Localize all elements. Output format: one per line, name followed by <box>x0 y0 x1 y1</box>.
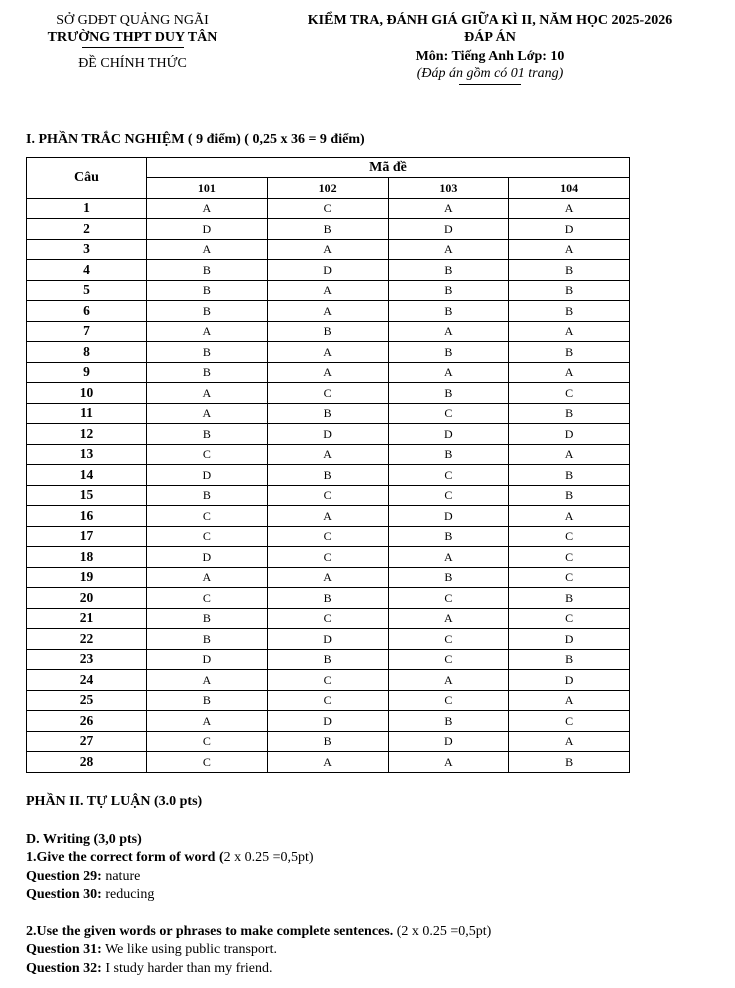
answer-cell: B <box>267 588 388 609</box>
answer-cell: B <box>509 588 630 609</box>
answer-cell: B <box>147 424 268 445</box>
answer-cell: D <box>147 649 268 670</box>
department-name: SỞ GDĐT QUẢNG NGÃI <box>56 13 209 28</box>
answer-cell: A <box>147 403 268 424</box>
table-row <box>27 731 630 752</box>
answer-cell: B <box>388 444 509 465</box>
question-number: 26 <box>27 711 147 732</box>
part2-heading-line <box>26 923 491 941</box>
answer-cell: B <box>509 342 630 363</box>
header-right <box>270 12 710 85</box>
table-row <box>27 649 630 670</box>
answer-cell: B <box>267 649 388 670</box>
table-row <box>27 198 630 219</box>
writing-title: D. Writing (3,0 pts) <box>26 832 142 847</box>
question-31-answer: We like using public transport. <box>101 942 277 957</box>
question-29-answer: nature <box>101 869 141 884</box>
answer-cell: B <box>388 711 509 732</box>
exam-title: KIỂM TRA, ĐÁNH GIÁ GIỮA KÌ II, NĂM HỌC 2025-2026 <box>307 13 673 28</box>
answer-cell: A <box>147 711 268 732</box>
answer-cell: B <box>267 219 388 240</box>
question-number: 25 <box>27 690 147 711</box>
answer-cell: B <box>147 629 268 650</box>
answer-cell: A <box>509 690 630 711</box>
answer-cell: C <box>147 506 268 527</box>
question-number: 7 <box>27 321 147 342</box>
answer-cell: B <box>267 403 388 424</box>
answer-cell: B <box>388 342 509 363</box>
answer-cell: C <box>388 403 509 424</box>
table-row <box>27 403 630 424</box>
answer-cell: C <box>147 752 268 773</box>
answer-cell: C <box>388 690 509 711</box>
question-number: 10 <box>27 383 147 404</box>
answer-cell: A <box>509 362 630 383</box>
table-row <box>27 239 630 260</box>
question-30-label: Question 30: <box>26 887 102 902</box>
answer-cell: B <box>147 690 268 711</box>
answer-cell: D <box>509 670 630 691</box>
question-number: 24 <box>27 670 147 691</box>
answer-cell: B <box>509 752 630 773</box>
answer-cell: A <box>388 362 509 383</box>
answer-cell: D <box>267 260 388 281</box>
question-number: 5 <box>27 280 147 301</box>
answer-cell: A <box>388 321 509 342</box>
answer-cell: D <box>147 547 268 568</box>
answer-cell: A <box>388 752 509 773</box>
answer-cell: A <box>509 731 630 752</box>
answer-cell: C <box>147 731 268 752</box>
answer-cell: B <box>509 465 630 486</box>
question-number: 1 <box>27 198 147 219</box>
subject-grade: Môn: Tiếng Anh Lớp: 10 <box>415 49 565 64</box>
answer-cell: D <box>267 424 388 445</box>
answer-cell: A <box>267 362 388 383</box>
question-30-line <box>26 886 154 904</box>
question-number: 9 <box>27 362 147 383</box>
answer-cell: D <box>147 465 268 486</box>
answer-cell: D <box>388 506 509 527</box>
question-32-label: Question 32: <box>26 961 102 976</box>
answer-cell: D <box>147 219 268 240</box>
table-row <box>27 506 630 527</box>
answer-cell: C <box>147 588 268 609</box>
answer-table-body <box>27 198 630 772</box>
answer-table <box>26 157 630 773</box>
answer-cell: D <box>388 731 509 752</box>
table-row <box>27 280 630 301</box>
table-row <box>27 444 630 465</box>
answer-cell: A <box>147 321 268 342</box>
answer-cell: A <box>267 301 388 322</box>
answer-cell: D <box>388 424 509 445</box>
table-row <box>27 485 630 506</box>
answer-cell: B <box>388 567 509 588</box>
answer-cell: B <box>509 260 630 281</box>
part2-heading: 2.Use the given words or phrases to make complete sentences. <box>26 924 394 939</box>
answer-cell: B <box>267 731 388 752</box>
part1-heading: 1.Give the correct form of word ( <box>26 850 224 865</box>
question-number: 4 <box>27 260 147 281</box>
answer-cell: C <box>388 485 509 506</box>
answer-cell: A <box>147 670 268 691</box>
table-row <box>27 219 630 240</box>
question-number: 14 <box>27 465 147 486</box>
answer-cell: C <box>267 670 388 691</box>
answer-cell: A <box>267 280 388 301</box>
answer-cell: D <box>388 219 509 240</box>
answer-cell: B <box>147 362 268 383</box>
answer-cell: A <box>509 506 630 527</box>
table-row <box>27 629 630 650</box>
question-number: 23 <box>27 649 147 670</box>
answer-cell: A <box>509 444 630 465</box>
answer-cell: C <box>388 465 509 486</box>
answer-cell: B <box>388 260 509 281</box>
answer-cell: B <box>388 280 509 301</box>
question-number: 2 <box>27 219 147 240</box>
question-32-line <box>26 960 273 978</box>
question-number: 13 <box>27 444 147 465</box>
answer-cell: B <box>147 280 268 301</box>
question-number: 22 <box>27 629 147 650</box>
answer-cell: C <box>267 485 388 506</box>
part1-score: 2 x 0.25 =0,5pt) <box>223 850 314 865</box>
table-row <box>27 321 630 342</box>
answer-cell: A <box>388 239 509 260</box>
answer-cell: C <box>509 383 630 404</box>
table-row <box>27 588 630 609</box>
answer-cell: A <box>509 198 630 219</box>
table-row <box>27 690 630 711</box>
table-row <box>27 424 630 445</box>
answer-cell: A <box>147 198 268 219</box>
table-row <box>27 526 630 547</box>
question-number: 16 <box>27 506 147 527</box>
answer-cell: C <box>147 444 268 465</box>
answer-cell: C <box>509 711 630 732</box>
answer-cell: C <box>388 629 509 650</box>
question-29-line <box>26 868 140 886</box>
answer-cell: C <box>509 547 630 568</box>
exam-code-header: 104 <box>509 178 630 199</box>
table-row <box>27 547 630 568</box>
school-name: TRƯỜNG THPT DUY TÂN <box>47 30 218 45</box>
answer-cell: D <box>509 424 630 445</box>
answer-cell: B <box>147 485 268 506</box>
answer-cell: D <box>267 711 388 732</box>
table-row <box>27 342 630 363</box>
table-row <box>27 752 630 773</box>
question-number: 12 <box>27 424 147 445</box>
answer-cell: A <box>147 567 268 588</box>
answer-cell: A <box>388 608 509 629</box>
answer-cell: A <box>388 670 509 691</box>
answer-cell: A <box>267 506 388 527</box>
answer-cell: C <box>267 690 388 711</box>
answer-cell: C <box>509 567 630 588</box>
question-column-header: Câu <box>27 158 147 199</box>
table-row <box>27 301 630 322</box>
question-number: 21 <box>27 608 147 629</box>
answer-cell: B <box>509 485 630 506</box>
answer-cell: A <box>509 239 630 260</box>
answer-cell: B <box>147 608 268 629</box>
answer-cell: C <box>267 608 388 629</box>
answer-cell: C <box>267 383 388 404</box>
answer-cell: C <box>267 547 388 568</box>
exam-code-header: 102 <box>267 178 388 199</box>
answer-cell: B <box>388 301 509 322</box>
section2-title: PHẦN II. TỰ LUẬN (3.0 pts) <box>26 794 203 809</box>
question-number: 28 <box>27 752 147 773</box>
header-right-rule <box>459 84 521 85</box>
section1-title: I. PHẦN TRẮC NGHIỆM ( 9 điểm) ( 0,25 x 36 = 9 điểm) <box>26 132 365 147</box>
answer-cell: B <box>267 465 388 486</box>
question-32-answer: I study harder than my friend. <box>101 961 273 976</box>
answer-cell: A <box>147 383 268 404</box>
answer-cell: C <box>388 588 509 609</box>
answer-cell: B <box>147 342 268 363</box>
answer-cell: A <box>509 321 630 342</box>
answer-cell: C <box>509 608 630 629</box>
table-row <box>27 260 630 281</box>
question-30-answer: reducing <box>101 887 155 902</box>
answer-cell: A <box>147 239 268 260</box>
answer-cell: D <box>267 629 388 650</box>
question-number: 11 <box>27 403 147 424</box>
answer-cell: C <box>388 649 509 670</box>
answer-cell: A <box>267 239 388 260</box>
answer-cell: B <box>388 526 509 547</box>
table-row <box>27 567 630 588</box>
table-row <box>27 465 630 486</box>
answer-cell: D <box>509 219 630 240</box>
question-number: 18 <box>27 547 147 568</box>
answer-cell: C <box>147 526 268 547</box>
question-number: 19 <box>27 567 147 588</box>
question-number: 3 <box>27 239 147 260</box>
exam-code-group-header: Mã đề <box>147 158 630 178</box>
answer-cell: C <box>509 526 630 547</box>
header-left-rule <box>82 47 184 48</box>
answer-key-title: ĐÁP ÁN <box>464 30 516 45</box>
question-number: 27 <box>27 731 147 752</box>
answer-cell: A <box>267 444 388 465</box>
answer-cell: A <box>388 547 509 568</box>
table-row <box>27 608 630 629</box>
official-label: ĐỀ CHÍNH THỨC <box>78 56 187 71</box>
question-number: 17 <box>27 526 147 547</box>
answer-cell: B <box>147 301 268 322</box>
part1-heading-line <box>26 849 314 867</box>
question-number: 15 <box>27 485 147 506</box>
part2-score: (2 x 0.25 =0,5pt) <box>393 924 492 939</box>
question-31-label: Question 31: <box>26 942 102 957</box>
answer-cell: A <box>267 752 388 773</box>
table-row <box>27 711 630 732</box>
exam-code-header: 103 <box>388 178 509 199</box>
answer-cell: B <box>267 321 388 342</box>
answer-cell: A <box>267 342 388 363</box>
answer-cell: B <box>388 383 509 404</box>
table-row <box>27 383 630 404</box>
answer-cell: B <box>509 403 630 424</box>
answer-cell: B <box>509 301 630 322</box>
question-29-label: Question 29: <box>26 869 102 884</box>
answer-cell: B <box>509 280 630 301</box>
page-count-note: (Đáp án gồm có 01 trang) <box>416 66 564 81</box>
question-number: 6 <box>27 301 147 322</box>
question-number: 20 <box>27 588 147 609</box>
answer-cell: C <box>267 526 388 547</box>
table-row <box>27 670 630 691</box>
answer-cell: D <box>509 629 630 650</box>
answer-cell: B <box>509 649 630 670</box>
answer-cell: A <box>267 567 388 588</box>
answer-cell: A <box>388 198 509 219</box>
table-row <box>27 362 630 383</box>
question-number: 8 <box>27 342 147 363</box>
exam-code-header: 101 <box>147 178 268 199</box>
header-left <box>20 12 245 72</box>
answer-cell: B <box>147 260 268 281</box>
question-31-line <box>26 941 277 959</box>
answer-cell: C <box>267 198 388 219</box>
